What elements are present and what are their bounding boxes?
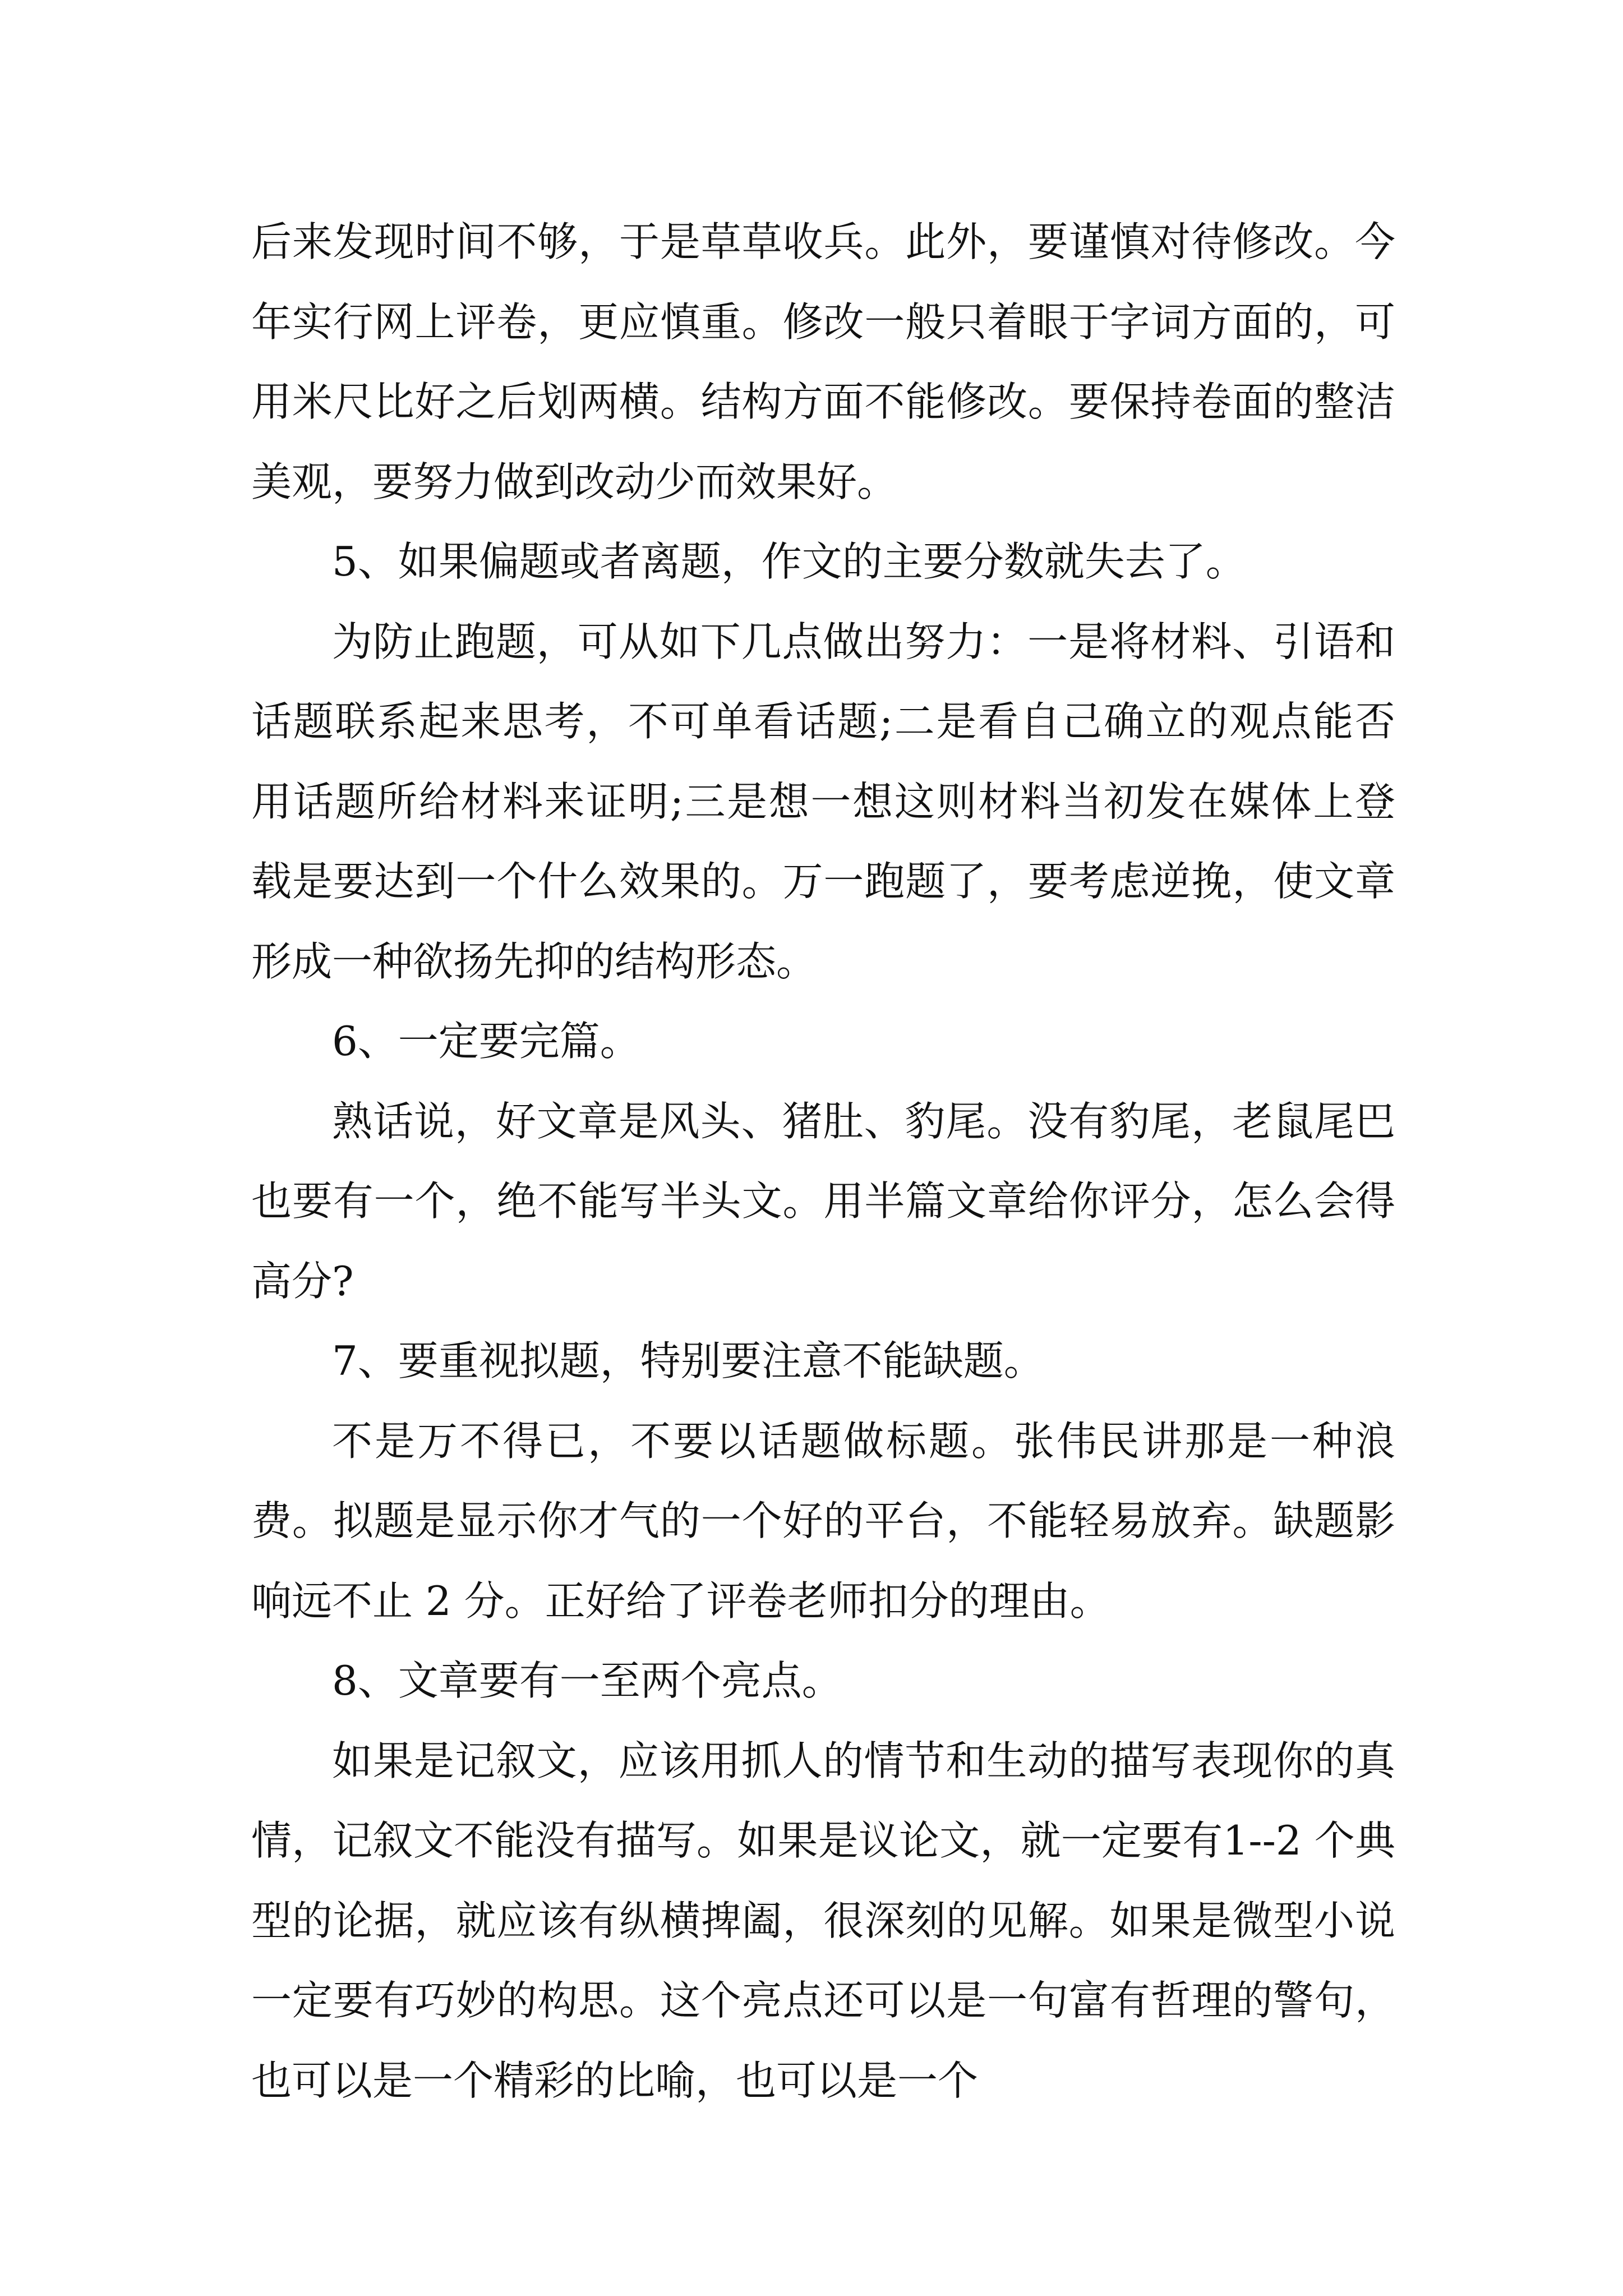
paragraph-continuation: 后来发现时间不够，于是草草收兵。此外，要谨慎对待修改。今年实行网上评卷，更应慎重。修改一般只着眼于字词方面的，可用米尺比好之后划两横。结构方面不能修改。要保持卷面的整洁美观，要努力做到改动少而效果好。 [251,218,1395,505]
document-page [251,202,1395,2120]
paragraph-point-5-heading: 5、如果偏题或者离题，作文的主要分数就失去了。 [332,538,1246,585]
paragraph-point-8-body: 如果是记叙文，应该用抓人的情节和生动的描写表现你的真情，记叙文不能没有描写。如果是议论文，就一定要有1--2 个典型的论据，就应该有纵横捭阖，很深刻的见解。如果是微型小说一定要有巧妙的构思。这个亮点还可以是一句富有哲理的警句，也可以是一个精彩的比喻，也可以是一个 [251,1737,1395,2104]
paragraph-point-5-body: 为防止跑题，可从如下几点做出努力：一是将材料、引语和话题联系起来思考，不可单看话题;二是看自己确立的观点能否用话题所给材料来证明;三是想一想这则材料当初发在媒体上登载是要达到一个什么效果的。万一跑题了，要考虑逆挽，使文章形成一种欲扬先抑的结构形态。 [251,618,1395,985]
paragraph-point-7-heading: 7、要重视拟题，特别要注意不能缺题。 [332,1337,1044,1384]
paragraph-point-8-heading: 8、文章要有一至两个亮点。 [332,1657,842,1704]
paragraph-point-6-body: 熟话说，好文章是风头、猪肚、豹尾。没有豹尾，老鼠尾巴也要有一个，绝不能写半头文。用半篇文章给你评分，怎么会得高分? [251,1097,1395,1305]
paragraph-point-7-body: 不是万不得已，不要以话题做标题。张伟民讲那是一种浪费。拟题是显示你才气的一个好的平台，不能轻易放弃。缺题影响远不止 2 分。正好给了评卷老师扣分的理由。 [251,1417,1395,1625]
paragraph-point-6-heading: 6、一定要完篇。 [332,1018,640,1065]
